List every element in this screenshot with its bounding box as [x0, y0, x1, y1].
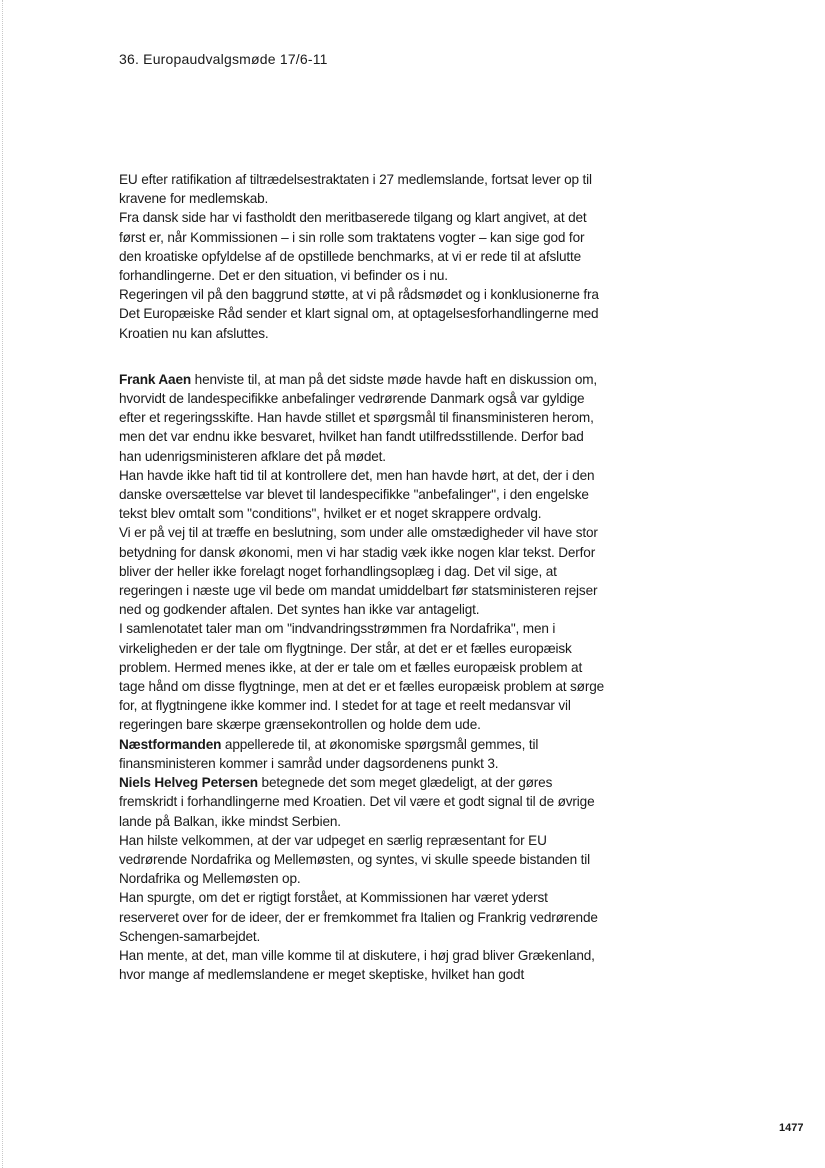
paragraph: Han hilste velkommen, at der var udpeget en særlig repræsentant for EU vedrørende Nordafrika og Mellemøsten, og syntes, vi skulle speede bistanden til Nordafrika og Mellemøsten op. — [119, 832, 590, 887]
paragraph-text: henviste til, at man på det sidste møde havde haft en diskussion om, hvorvidt de landespecifikke anbefalinger vedrørende Danmark også var gyldige efter et regeringsskifte. Han havde stillet et spørgsmål til finansministeren herom, men det var endnu ikke besvaret, hvilket han fandt utilfredsstillende. Derfor bad han udenrigsministeren afklare det på mødet. — [119, 371, 598, 464]
paragraph: Han havde ikke haft tid til at kontrollere det, men han havde hørt, at det, der i den danske oversættelse var blevet til landespecifikke "anbefalinger", i den engelske tekst blev omtalt som "conditions", hvilket er et noget skrappere ordvalg. — [119, 467, 595, 522]
paragraph — [119, 773, 605, 831]
paragraph — [119, 735, 605, 773]
paragraph — [119, 370, 605, 466]
page-header: 36. Europaudvalgsmøde 17/6-11 — [119, 51, 328, 67]
paragraph: EU efter ratifikation af tiltrædelsestraktaten i 27 medlemslande, fortsat lever op til kravene for medlemskab. — [119, 172, 592, 207]
speaker-name: Næstformanden — [119, 736, 222, 752]
document-body — [119, 170, 605, 984]
paragraph: Fra dansk side har vi fastholdt den meritbaserede tilgang og klart angivet, at det først er, når Kommissionen – i sin rolle som traktatens vogter – kan sige god for den kroatiske opfyldelse af de opstillede benchmarks, at vi er rede til at afslutte forhandlingerne. Det er den situation, vi befinder os i nu. — [119, 210, 587, 284]
paragraph: Vi er på vej til at træffe en beslutning, som under alle omstædigheder vil have stor betydning for dansk økonomi, men vi har stadig væk ikke nogen klar tekst. Derfor bliver der heller ikke forelagt noget forhandlingsoplæg i dag. Det vil sige, at regeringen i næste uge vil bede om mandat umiddelbart før statsministeren rejser ned og godkender aftalen. Det syntes han ikke var antageligt. — [119, 525, 598, 618]
paragraph-text: appellerede til, at økonomiske spørgsmål gemmes, til finansministeren kommer i samråd under dagsordenens punkt 3. — [119, 736, 539, 771]
speaker-name: Frank Aaen — [119, 371, 192, 387]
speaker-name: Niels Helveg Petersen — [119, 775, 258, 791]
section-gap — [119, 343, 605, 370]
paragraph: Han spurgte, om det er rigtigt forstået, at Kommissionen har været yderst reserveret over for de ideer, der er fremkommet fra Italien og Frankrig vedrørende Schengen-samarbejdet. — [119, 890, 598, 944]
paragraph: I samlenotatet taler man om "indvandringsstrømmen fra Nordafrika", men i virkeligheden er der tale om flygtninge. Der står, at det er et fælles europæisk problem. Hermed menes ikke, at der er tale om et fælles europæisk problem at tage hånd om disse flygtninge, men at det er et fælles europæisk problem at sørge for, at flygtningene ikke kommer ind. I stedet for at tage et reelt medansvar vil regeringen bare skærpe grænsekontrollen og holde dem ude. — [119, 621, 605, 733]
paragraph: Han mente, at det, man ville komme til at diskutere, i høj grad bliver Grækenland, hvor mange af medlemslandene er meget skeptiske, hvilket han godt — [119, 947, 595, 983]
page-number: 1477 — [779, 1122, 804, 1134]
paragraph-text: betegnede det som meget glædeligt, at der gøres fremskridt i forhandlingerne med Kroatien. Det vil være et godt signal til de øvrige lande på Balkan, ikke mindst Serbien. — [119, 775, 595, 829]
scan-edge-line — [2, 0, 3, 1168]
paragraph: Regeringen vil på den baggrund støtte, at vi på rådsmødet og i konklusionerne fra Det Europæiske Råd sender et klart signal om, at optagelsesforhandlingerne med Kroatien nu kan afsluttes. — [119, 287, 599, 341]
